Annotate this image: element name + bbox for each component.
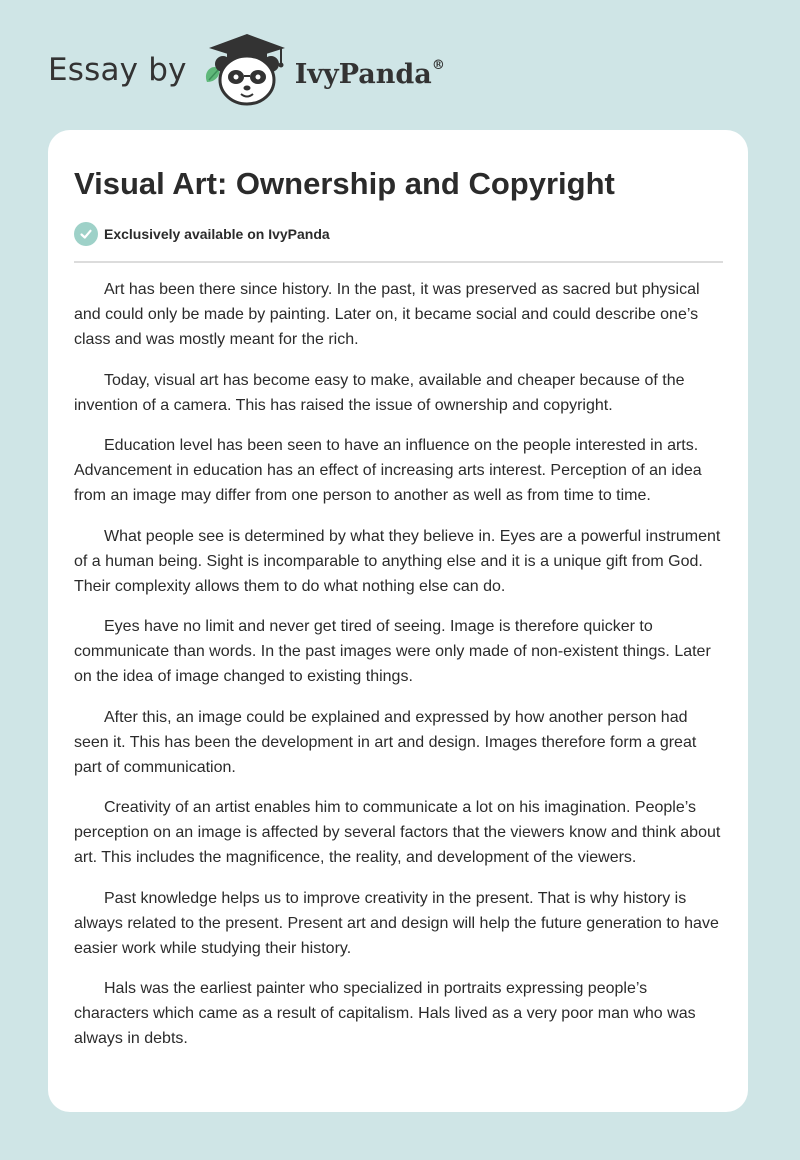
paragraph: Creativity of an artist enables him to communicate a lot on his imagination. People’s perception on an image is affected by several factors that the viewers know and think about art. This includes the magnificence, the reality, and development of the viewers.	[74, 799, 721, 866]
check-icon	[74, 222, 98, 246]
registered-mark: ®	[431, 57, 445, 73]
paragraph: Today, visual art has become easy to make, available and cheaper because of the invention of a camera. This has raised the issue of ownership and copyright.	[74, 371, 685, 414]
exclusive-label: Exclusively available on IvyPanda	[104, 226, 330, 242]
paragraph: Education level has been seen to have an influence on the people interested in arts. Advancement in education has an effect of increasing arts interest. Perception of an idea from an image may differ from one person to another as well as from time to time.	[74, 437, 702, 504]
paragraph: Past knowledge helps us to improve creativity in the present. That is why history is always related to the present. Present art and design will help the future generation to have easier work while studying their history.	[74, 889, 719, 957]
paragraph: Art has been there since history. In the past, it was preserved as sacred but physical and could only be made by painting. Later on, it became social and could describe one’s class and was mostly meant for the rich.	[74, 281, 700, 348]
brand-text[interactable]: IvyPanda	[294, 58, 432, 90]
divider	[74, 261, 723, 263]
paragraph: What people see is determined by what they believe in. Eyes are a powerful instrument of a human being. Sight is incomparable to anything else and it is a unique gift from God. Their complexity allows them to do what nothing else can do.	[74, 527, 721, 595]
essay-by-label: Essay by	[48, 52, 187, 88]
brand-name[interactable]	[295, 59, 445, 90]
paragraph: Eyes have no limit and never get tired of seeing. Image is therefore quicker to communicate than words. In the past images were only made of non-existent things. Later on the idea of image changed to existing things.	[74, 618, 711, 685]
page-title: Visual Art: Ownership and Copyright	[74, 166, 615, 201]
essay-body	[74, 277, 726, 1067]
paragraph: Hals was the earliest painter who specialized in portraits expressing people’s characters which came as a result of capitalism. Hals lived as a very poor man who was always in debts.	[74, 980, 696, 1047]
exclusive-badge	[74, 222, 330, 246]
panda-logo-icon[interactable]	[201, 30, 293, 110]
site-header	[48, 30, 445, 110]
paragraph: After this, an image could be explained and expressed by how another person had seen it. This has been the development in art and design. Images therefore form a great part of communication.	[74, 708, 697, 776]
essay-card	[48, 130, 748, 1112]
